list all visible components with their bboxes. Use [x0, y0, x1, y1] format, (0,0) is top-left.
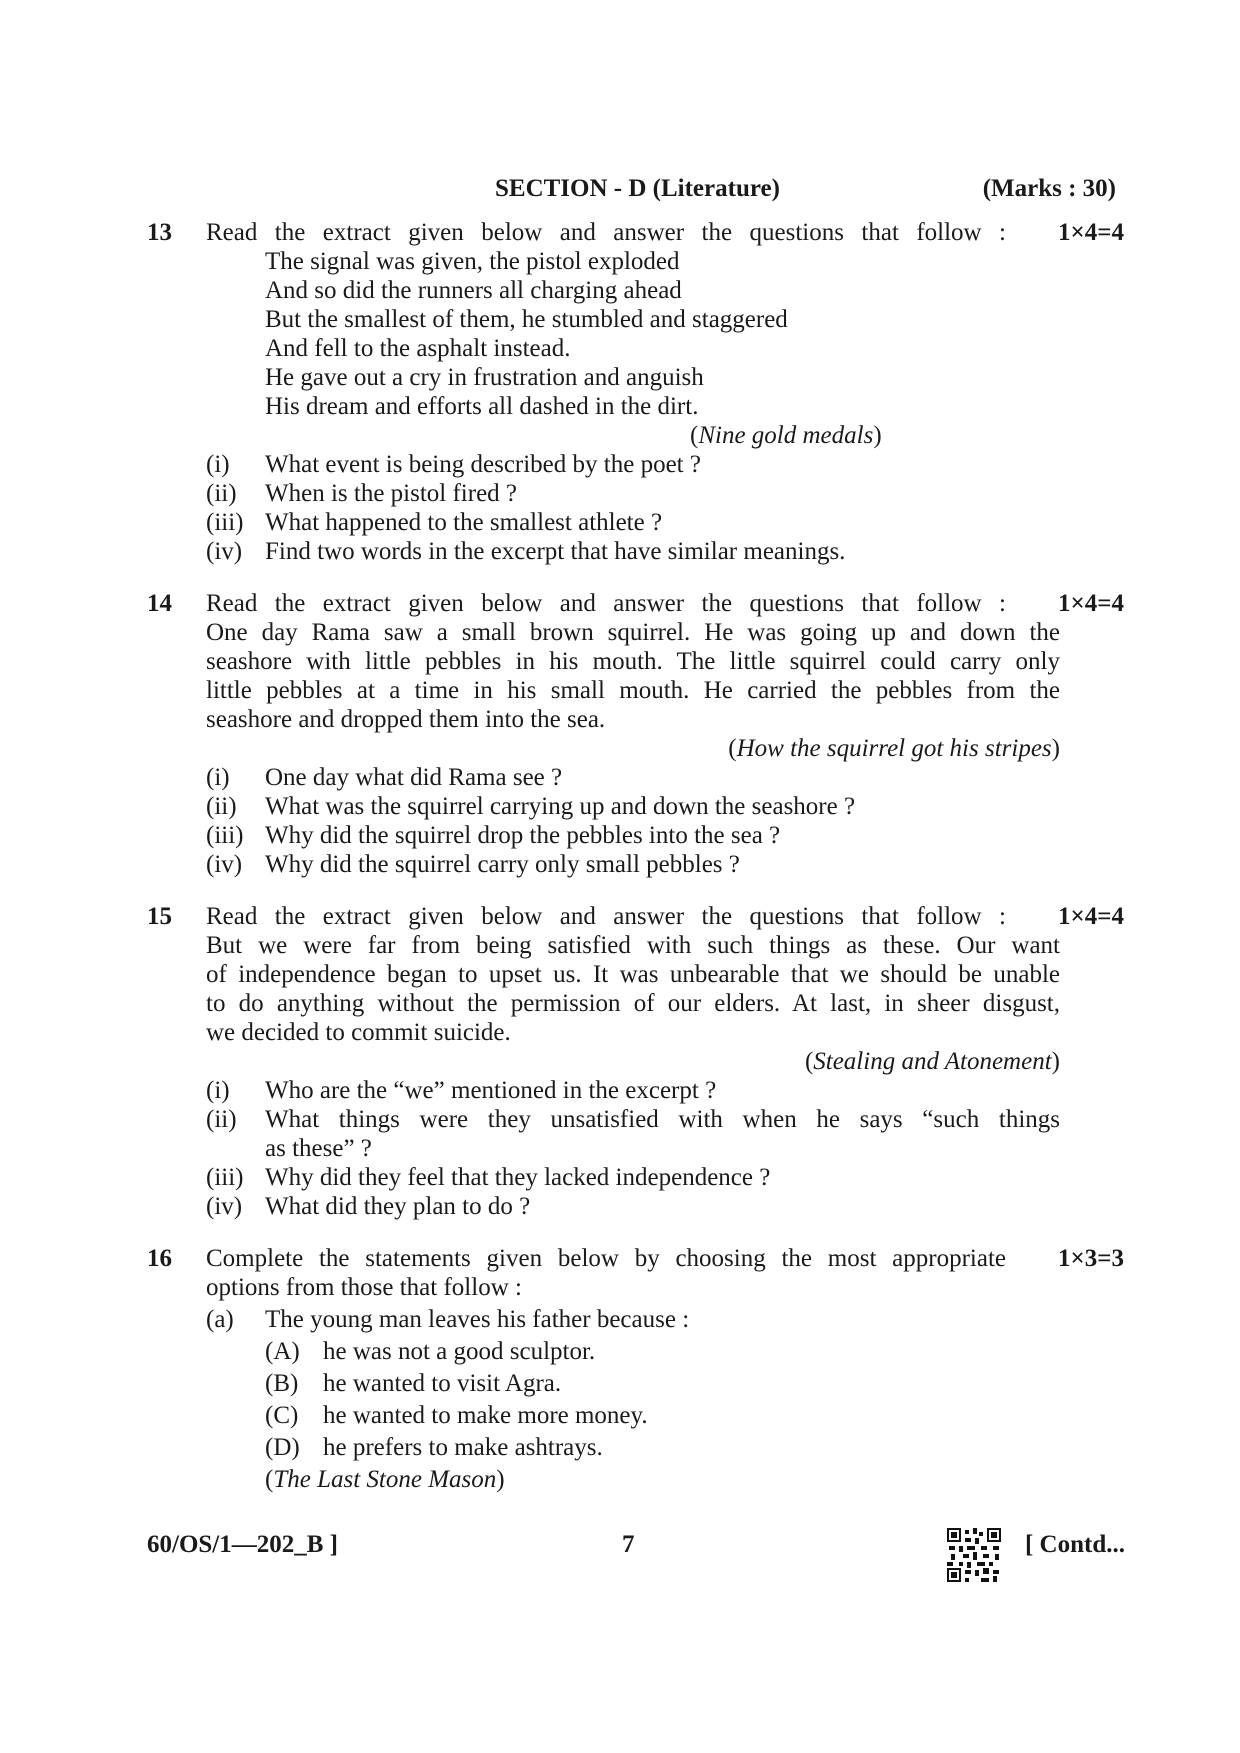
poem-line: His dream and efforts all dashed in the dirt. — [265, 393, 699, 420]
question-number: 16 — [147, 1245, 172, 1272]
subquestion-text: Why did the squirrel carry only small pebbles ? — [265, 851, 740, 878]
source-citation: (Stealing and Atonement) — [804, 1048, 1060, 1075]
source-title: Stealing and Atonement — [813, 1048, 1052, 1075]
subquestion-label: (ii) — [206, 793, 237, 820]
part-text: The young man leaves his father because : — [265, 1306, 690, 1333]
subquestion-label: (i) — [206, 1077, 230, 1104]
subquestion-text: When is the pistol fired ? — [265, 480, 518, 507]
passage-line: seashore and dropped them into the sea. — [206, 706, 606, 733]
subquestion-text: Why did they feel that they lacked independence ? — [265, 1164, 771, 1191]
section-marks: (Marks : 30) — [982, 175, 1116, 202]
subquestion-label: (ii) — [206, 480, 237, 507]
subquestion-label: (iii) — [206, 822, 244, 849]
continued-note: [ Contd... — [1024, 1531, 1125, 1558]
subquestion-text: Who are the “we” mentioned in the excerpt ? — [265, 1077, 717, 1104]
qr-code-icon — [947, 1528, 1001, 1582]
passage-line: seashore with little pebbles in his mouth. The little squirrel could carry only — [206, 648, 1060, 675]
question-instruction-continued: options from those that follow : — [206, 1274, 522, 1301]
option-text: he was not a good sculptor. — [323, 1338, 596, 1365]
subquestion-text: Find two words in the excerpt that have similar meanings. — [265, 538, 846, 565]
source-title: How the squirrel got his stripes — [736, 735, 1052, 762]
subquestion-text: What event is being described by the poet ? — [265, 451, 701, 478]
section-title: SECTION - D (Literature) — [495, 175, 780, 202]
subquestion-label: (ii) — [206, 1106, 237, 1133]
paper-code: 60/OS/1—202_B ] — [147, 1531, 338, 1558]
option-text: he wanted to make more money. — [323, 1402, 648, 1429]
page-number: 7 — [622, 1531, 635, 1558]
source-title: Nine gold medals — [698, 422, 874, 449]
subquestion-label: (iii) — [206, 1164, 244, 1191]
question-marks: 1×3=3 — [1058, 1245, 1124, 1272]
question-marks: 1×4=4 — [1058, 903, 1124, 930]
option-text: he prefers to make ashtrays. — [323, 1434, 603, 1461]
poem-line: And fell to the asphalt instead. — [265, 335, 571, 362]
question-instruction: Complete the statements given below by choosing the most appropriate — [206, 1245, 1006, 1272]
subquestion-label: (iv) — [206, 538, 243, 565]
option-label: (A) — [265, 1338, 300, 1365]
passage-line: of independence began to upset us. It was unbearable that we should be unable — [206, 961, 1060, 988]
question-instruction: Read the extract given below and answer the questions that follow : — [206, 219, 1006, 246]
subquestion-label: (i) — [206, 764, 230, 791]
question-instruction: Read the extract given below and answer the questions that follow : — [206, 903, 1006, 930]
option-text: he wanted to visit Agra. — [323, 1370, 562, 1397]
subquestion-label: (iii) — [206, 509, 244, 536]
passage-line: One day Rama saw a small brown squirrel. He was going up and down the — [206, 619, 1060, 646]
part-label: (a) — [206, 1306, 234, 1333]
question-number: 15 — [147, 903, 172, 930]
source-citation: (The Last Stone Mason) — [265, 1466, 505, 1493]
poem-line: He gave out a cry in frustration and anguish — [265, 364, 704, 391]
subquestion-text: What did they plan to do ? — [265, 1193, 531, 1220]
question-marks: 1×4=4 — [1058, 219, 1124, 246]
subquestion-text: Why did the squirrel drop the pebbles into the sea ? — [265, 822, 781, 849]
option-label: (D) — [265, 1434, 300, 1461]
source-title: The Last Stone Mason — [273, 1466, 497, 1493]
option-label: (B) — [265, 1370, 299, 1397]
subquestion-label: (iv) — [206, 1193, 243, 1220]
poem-line: And so did the runners all charging ahead — [265, 277, 682, 304]
passage-line: little pebbles at a time in his small mouth. He carried the pebbles from the — [206, 677, 1060, 704]
option-label: (C) — [265, 1402, 299, 1429]
subquestion-text: What was the squirrel carrying up and down the seashore ? — [265, 793, 856, 820]
subquestion-text: What things were they unsatisfied with when he says “such things — [265, 1106, 1060, 1133]
source-citation: (How the squirrel got his stripes) — [728, 735, 1060, 762]
passage-line: we decided to commit suicide. — [206, 1019, 511, 1046]
subquestion-label: (iv) — [206, 851, 243, 878]
question-instruction: Read the extract given below and answer the questions that follow : — [206, 590, 1006, 617]
subquestion-text: One day what did Rama see ? — [265, 764, 563, 791]
question-marks: 1×4=4 — [1058, 590, 1124, 617]
source-citation: (Nine gold medals) — [690, 422, 882, 449]
poem-line: But the smallest of them, he stumbled and staggered — [265, 306, 788, 333]
poem-line: The signal was given, the pistol exploded — [265, 248, 680, 275]
passage-line: to do anything without the permission of our elders. At last, in sheer disgust, — [206, 990, 1060, 1017]
subquestion-text: What happened to the smallest athlete ? — [265, 509, 663, 536]
passage-line: But we were far from being satisfied with such things as these. Our want — [206, 932, 1060, 959]
subquestion-label: (i) — [206, 451, 230, 478]
question-number: 13 — [147, 219, 172, 246]
subquestion-text-continued: as these” ? — [265, 1135, 372, 1162]
question-number: 14 — [147, 590, 172, 617]
